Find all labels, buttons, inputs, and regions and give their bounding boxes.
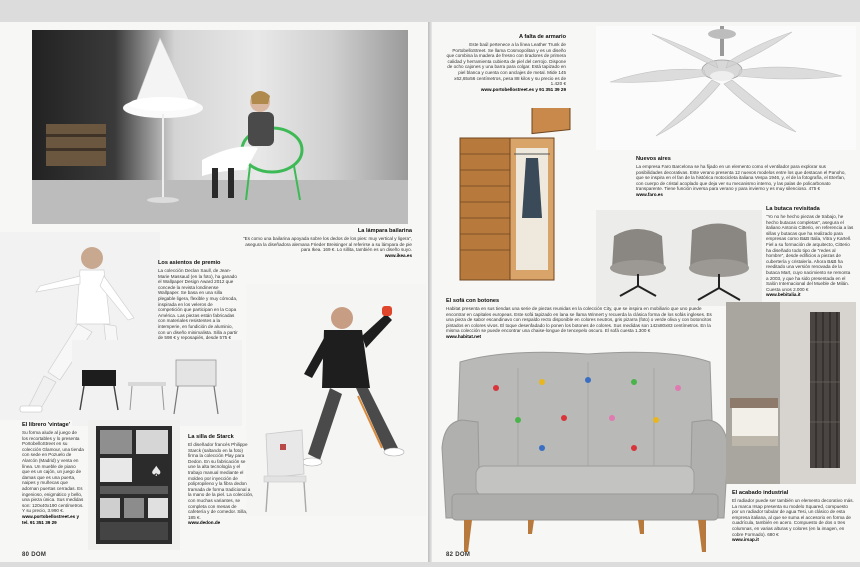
- sofa-body: Habitat presenta en sus tiendas una serie de piezas reunidas en la colección City, que se inspira en mobiliario que uno puede encontrar en capitales europeas. Este sofá tapizado en lana se llama Winnert y recuerda la clásica forma de los sofás ingleses. Es una pieza de sabor escandinavo con respaldo recto disponible en colores neutros, gris pizarra (foto) o verde oliva y con botoncitos pintados en colores vivos. El toque desenfadado lo ponen los botones de colores. Sus medidas son 142x80x83 centímetros. En la misma colección se puede encontrar una chaise-longue de tencepelo oscuro. El sofá cuesta 1.300 €: [446, 306, 712, 334]
- button-sofa: [438, 348, 732, 558]
- trunk-article: [446, 34, 566, 92]
- wardrobe-trunk: [452, 108, 576, 286]
- fan-article: [636, 156, 848, 198]
- lamp-scene: [32, 30, 408, 224]
- starck-title: La silla de Starck: [188, 434, 234, 440]
- lamp-title: La lámpara bailarina: [357, 228, 412, 234]
- radiator-photo: [726, 302, 856, 484]
- starck-scene: [246, 284, 426, 516]
- armchair-title: La butaca revisitada: [766, 206, 820, 212]
- radiator-article: [732, 490, 854, 543]
- ceiling-fan: [596, 26, 856, 150]
- lamp-photo: [32, 30, 408, 224]
- sofa-title: El sofá con botones: [446, 298, 500, 304]
- bookcase-link: www.portobellostreet.es y tel. 91 351 39 29: [22, 513, 80, 525]
- fan-link: www.faro.es: [636, 191, 663, 197]
- trunk-photo: [452, 108, 576, 286]
- sofa-link: www.habitat.net: [446, 333, 482, 339]
- fan-body: La empresa Faro Barcelona se ha fijado en un elemento como el ventilador para explorar sus posibilidades decorativas. Este verano presenta 12 nuevos modelos entre los que destacan el Panoho, que se inspira en el fan de la histórica motocicleta italiana Vespa 1946, y, el de la fotografía, el Eterfan, con cuerpo de cristal acoplado que deja ver su mecanismo interno, y las palas de policarbonato transparente. Tiene función inversa para verano y para invierno y es muy silencioso. 475 €: [636, 164, 846, 192]
- fan-title: Nuevos aires: [636, 156, 671, 162]
- armchair-body: "Yo no he hecho piezas de trabajo, he hecho butacas completas", asegura el italiano Antonio Citterio, en referencia a las sillas y butacas que ha realizado para empresas como B&B Italia, Vitra y Kartell. Fiel a su formación de arquitecto, Citterio ha diseñado todo tipo de "redes al hombre", desde edificios a piezas de cubertería y cristalería. Ahora B&B ha reeditado una versión renovada de la butaca Mart, cuyo nacimiento se remonta a 2003, y que ha sido presentada en el Salón Internacional del Mueble de Milán. Cuesta unos 2.000 €: [766, 214, 854, 292]
- bookcase-title: El librero 'vintage': [22, 422, 71, 428]
- trunk-body: Este baúl pertenece a la línea Leather Trunk de PortobelloStreet. Se llama Cosmopolitan y es un diseño que combina la madera de fresno con tiradores de primera calidad y herramienta cubierta de piel del cerrojo. Dispone de ocho cajones y una barra para colgar. Está tapizado en piel blanca y cuenta con anclajes de metal. Mide 145 x62,65x56 centímetros, pesa 88 kilos y su precio es de 1.420 €: [446, 42, 566, 87]
- radiator-body: El radiador puede ser también un elemento decorativo más. La marca Irsap presenta su modelo Squared, compuesto por un radiador tubular de agua Tesi, un clásico de esta empresa italiana, al que se suma el accesorio en forma de cuadrícula, también en acero. Compuesto de dos o tres columnas, en varias alturas y colores (en la imagen, en cobre Formado). 680 €: [732, 498, 854, 537]
- lamp-body: "Es como una bailarina apoyada sobre los dedos de los pies: muy vertical y ligera", asegura la diseñadora alemana Frieder Breisinger al referirse a su lámpara de pie para Ikea. 169 €. Lo sillita, también es un diseño suyo.: [243, 236, 412, 253]
- radiator-room: [726, 302, 856, 484]
- outdoor-chairs: [72, 340, 242, 426]
- left-page: [0, 22, 428, 562]
- trunk-title: A falta de armario: [518, 34, 566, 40]
- right-page: [432, 22, 860, 562]
- armchair-photo: [596, 210, 762, 306]
- starck-body: El diseñador francés Philippe Starck (saltando en la foto) firma la colección Play para Dedon. En su fabricación se une la alta tecnología y el trabajo manual mediante el moldeo por inyección de polipropileno y la fibra dedon tramada de forma tradicional a la mano de la piel. La colección, con muchas variantes, se completa con mesas de cafetería y de comedor. Silla, 185 €.: [188, 442, 254, 520]
- chairs-article: [158, 260, 238, 346]
- left-folio: 80 DOM: [22, 552, 47, 558]
- mart-armchairs: [596, 210, 762, 306]
- starck-article: [188, 434, 254, 526]
- radiator-link: www.irsap.it: [732, 537, 759, 543]
- armchair-link: www.bebitalia.it: [766, 292, 801, 298]
- sofa-photo: [438, 348, 732, 558]
- chairs-body: La colección Declan Saull, de Jean-Marie Massaud (en la foto), ha ganado el Wallpaper Design Award 2012 que concede la revista londinense Wallpaper. Se basa en una silla plegable ligera, flexible y muy cómoda, inspirada en los veleros de competición que participan en la Copa América. Las piezas están fabricadas con materiales resistentes a la intemperie, en fundición de aluminio, con un diseño minimalista. Silla a partir de 598 € y reposapiés, desde 575 €: [158, 268, 238, 341]
- starck-photo: [246, 284, 426, 516]
- starck-link: www.dedon.de: [188, 520, 221, 526]
- floor-lamp: [123, 38, 203, 203]
- radiator-title: El acabado industrial: [732, 490, 789, 496]
- bookcase-article: [22, 422, 84, 525]
- lamp-link: www.ikea.es: [384, 252, 412, 258]
- chairs-title: Los asientos de premio: [158, 260, 221, 266]
- bookcase-body: Su forma alude al juego de los recortables y lo presenta PortobelloStreet en su colección Glamour, una tienda con sede en Pozuelo de Alarcón (Madrid) y venta en línea. Un mueble de piano que es un cajón, un juego de damas que es una puerta, naipes y muñecas que adornan puertas cerradas. Es ingenioso, enigmático y bello, una pieza única. Sus medidas son: 120x40x190 centímetros. Y su precio, 3.990 €.: [22, 430, 84, 514]
- armchair-article: [766, 206, 854, 298]
- bookcase-photo: [88, 420, 180, 550]
- right-folio: 82 DOM: [446, 552, 471, 558]
- lamp-article: [238, 228, 412, 258]
- trunk-link: www.portobellostreet.es y 91 351 39 29: [480, 86, 566, 92]
- sofa-article: [446, 298, 718, 340]
- fan-photo: [596, 26, 856, 150]
- vintage-bookcase: [88, 420, 180, 550]
- svg-text:♠: ♠: [150, 464, 163, 480]
- outdoor-chairs-photo: [72, 340, 242, 426]
